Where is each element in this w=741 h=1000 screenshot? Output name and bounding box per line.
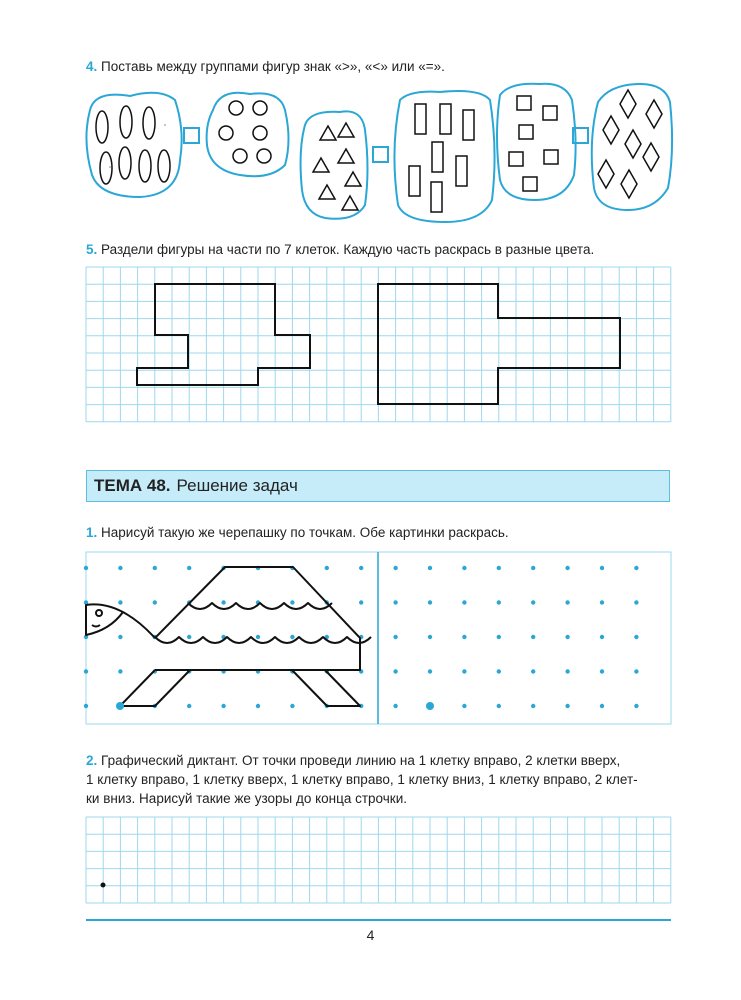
blob-triangles (301, 111, 368, 218)
grid-dot (462, 635, 466, 639)
blob-rectangles (394, 91, 494, 222)
task-4-number: 4 . (86, 59, 97, 74)
grid-dot (531, 669, 535, 673)
page-number: 4 (366, 927, 375, 943)
grid-dot (84, 566, 88, 570)
grid-dot (462, 669, 466, 673)
turtle-front-leg (292, 670, 360, 706)
grid-dot (531, 600, 535, 604)
start-dot-left (116, 702, 124, 710)
grid-dot (531, 566, 535, 570)
blob-diamonds (592, 84, 672, 210)
turtle-head (86, 604, 155, 638)
grid-dot (428, 669, 432, 673)
grid-dot (290, 635, 294, 639)
shape-group-rectangles (409, 104, 474, 212)
grid-dot (359, 600, 363, 604)
grid-dot (497, 566, 501, 570)
grid-dot (290, 704, 294, 708)
grid-dot (600, 635, 604, 639)
grid-dot (393, 635, 397, 639)
grid-dot (600, 704, 604, 708)
grid-dot (531, 635, 535, 639)
grid-dot (187, 704, 191, 708)
grid-dot (428, 635, 432, 639)
task-1-text: Нарисуй такую же черепашку по точкам. Обе картинки раскрась. (101, 525, 509, 540)
grid-dot (600, 669, 604, 673)
grid-dot (565, 566, 569, 570)
dot-grid (84, 566, 639, 708)
grid-dot (153, 566, 157, 570)
grid-dot (497, 669, 501, 673)
grid-dot (634, 566, 638, 570)
grid-dot (393, 600, 397, 604)
grid-dot (393, 669, 397, 673)
blob-ovals (86, 93, 181, 197)
shape-group-squares (509, 96, 558, 191)
grid-dot (256, 704, 260, 708)
grid-dot (393, 704, 397, 708)
grid-dot (462, 566, 466, 570)
task-5-number: 5 . (86, 242, 97, 257)
task-2-grid (86, 817, 671, 903)
dictation-start-dot (101, 883, 106, 888)
compare-box-1 (184, 128, 199, 143)
grid-dot (84, 669, 88, 673)
grid-dot (634, 669, 638, 673)
task-2-line-2: 1 клетку вправо, 1 клетку вверх, 1 клетку вправо, 1 клетку вниз, 1 клетку вправо, 2 клет- (86, 772, 638, 787)
grid-dot (497, 600, 501, 604)
grid-dot (531, 704, 535, 708)
grid-dot (84, 704, 88, 708)
grid-dot (634, 704, 638, 708)
grid-dot (256, 635, 260, 639)
grid-dot (634, 600, 638, 604)
grid-dot (565, 600, 569, 604)
grid-dot (565, 704, 569, 708)
grid-dot (221, 600, 225, 604)
grid-dot (187, 566, 191, 570)
grid-dot (634, 635, 638, 639)
theme-title: Решение задач (176, 476, 298, 495)
shape-group-triangles (313, 123, 361, 210)
grid-dot (565, 669, 569, 673)
grid-dot (325, 566, 329, 570)
grid-dot (497, 635, 501, 639)
shape-group-circles (219, 101, 271, 163)
task-5-text: Раздели фигуры на части по 7 клеток. Каждую часть раскрась в разные цвета. (101, 242, 595, 257)
shape-group-ovals (96, 106, 170, 184)
turtle-shell (155, 567, 360, 670)
grid-dot (290, 600, 294, 604)
grid-dot (600, 566, 604, 570)
grid-dot (462, 600, 466, 604)
shell-wave-1 (188, 603, 332, 609)
task-2-number: 2 . (86, 753, 97, 768)
grid-dot (600, 600, 604, 604)
grid-dot (497, 704, 501, 708)
task-5-figures (137, 284, 620, 404)
shape-groups (86, 84, 672, 222)
turtle-mouth (92, 625, 100, 627)
grid-dot (462, 704, 466, 708)
grid-dot (565, 635, 569, 639)
task-2-line-1: Графический диктант. От точки проведи линию на 1 клетку вправо, 2 клетки вверх, (101, 753, 621, 768)
turtle-dot-panels (86, 552, 671, 724)
start-dot-right (426, 702, 434, 710)
turtle-back-leg (120, 670, 190, 706)
grid-dot (428, 600, 432, 604)
grid-dot (393, 566, 397, 570)
task-4-text: Поставь между группами фигур знак «>», «<» или «=». (101, 59, 445, 74)
turtle-eye (96, 610, 102, 616)
grid-dot (118, 635, 122, 639)
grid-dot (359, 566, 363, 570)
theme-label: ТЕМА 48. (94, 476, 171, 495)
grid-dot (118, 600, 122, 604)
grid-dot (118, 566, 122, 570)
grid-dot (428, 566, 432, 570)
grid-dot (221, 704, 225, 708)
task-2-line-3: ки вниз. Нарисуй такие же узоры до конца строчки. (86, 791, 407, 806)
grid-dot (153, 600, 157, 604)
grid-dot (118, 669, 122, 673)
grid-dot (187, 635, 191, 639)
compare-box-2 (373, 147, 388, 162)
task-1-number: 1 . (86, 525, 97, 540)
shape-group-diamonds (598, 90, 662, 198)
